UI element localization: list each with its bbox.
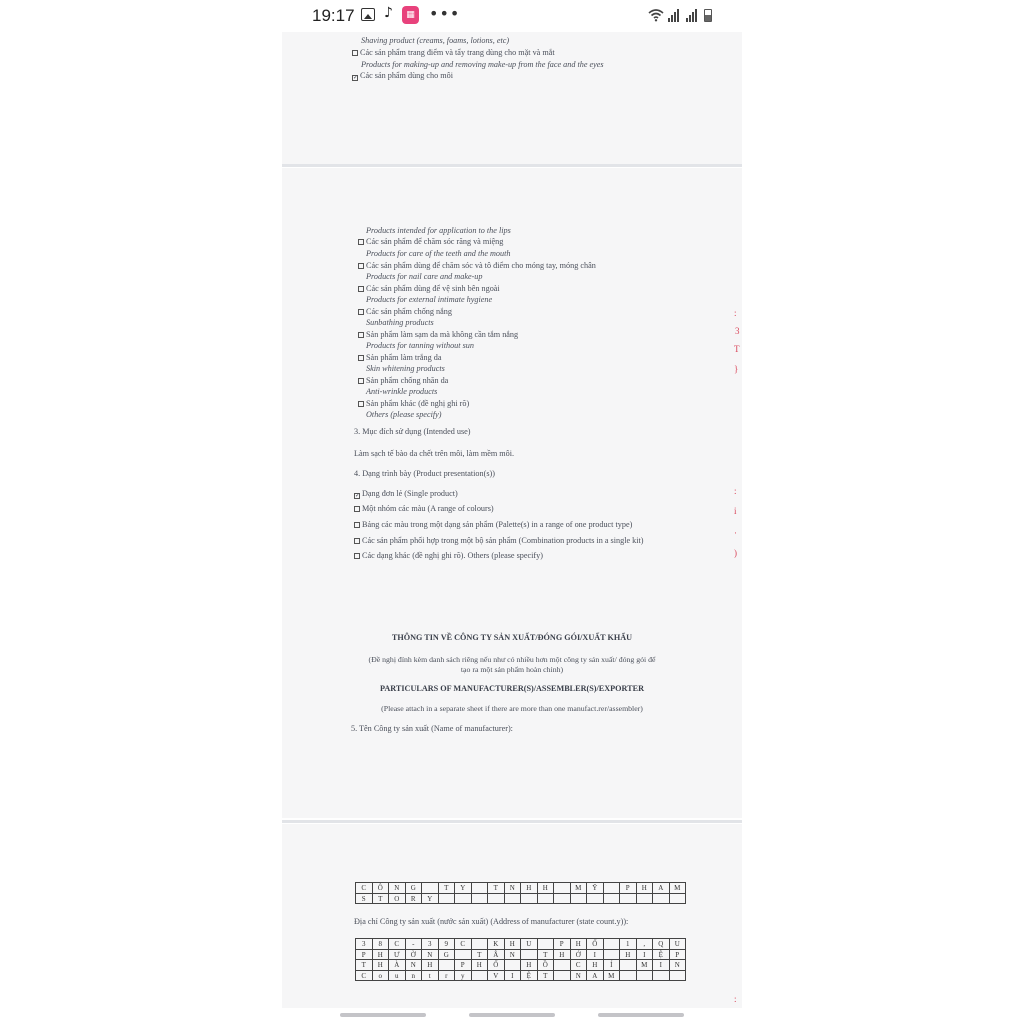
grid-cell: 1	[620, 939, 637, 950]
grid-cell: C	[356, 971, 373, 982]
grid-cell: T	[538, 950, 555, 961]
grid-cell	[637, 894, 654, 905]
checkbox-checked: ✓	[353, 74, 359, 81]
checkbox-unchecked	[358, 332, 364, 338]
text-line: Products for care of the teeth and the mouth	[366, 249, 511, 258]
grid-cell: H	[620, 950, 637, 961]
checkbox-item: Các sản phẩm dùng để vệ sinh bên ngoài	[358, 284, 500, 294]
red-stamp-mark: )	[734, 548, 737, 558]
checkbox-unchecked	[354, 553, 360, 559]
grid-cell	[521, 950, 538, 961]
grid-cell: I	[587, 950, 604, 961]
red-stamp-mark: :	[734, 994, 737, 1004]
grid-cell: V	[488, 971, 505, 982]
grid-cell	[620, 971, 637, 982]
checkbox-item: Sản phẩm làm sạm da mà không cần tắm nắng	[358, 330, 518, 340]
checkbox-item: Các sản phẩm dùng để chăm sóc và tô điểm cho móng tay, móng chân	[358, 261, 596, 271]
grid-cell: y	[455, 971, 472, 982]
signal-2-icon	[685, 9, 699, 22]
red-stamp-mark: i	[734, 506, 737, 516]
grid-cell: u	[389, 971, 406, 982]
section-title-en: PARTICULARS OF MANUFACTURER(S)/ASSEMBLER(S)/EXPORTER	[379, 684, 645, 693]
intended-use-value: Làm sạch tế bào da chết trên môi, làm mềm môi.	[354, 449, 515, 458]
checkbox-item: ✓ Các sản phẩm dùng cho môi	[353, 71, 454, 81]
checkbox-item: Các sản phẩm trang điểm và tẩy trang dùng cho mặt và mắt	[352, 48, 555, 58]
gallery-icon	[361, 8, 375, 21]
grid-cell	[472, 939, 489, 950]
text-line: Products intended for application to the lips	[366, 226, 511, 235]
grid-cell	[620, 894, 637, 905]
grid-cell	[554, 894, 571, 905]
grid-cell: G	[406, 883, 423, 894]
grid-cell: Ố	[488, 960, 505, 971]
grid-cell	[422, 883, 439, 894]
grid-cell: r	[439, 971, 456, 982]
grid-cell	[571, 894, 588, 905]
wifi-icon	[648, 8, 664, 22]
text-line: Products for making-up and removing make-up from the face and the eyes	[361, 60, 604, 69]
section-note-vn: tạo ra một sản phẩm hoàn chỉnh)	[460, 665, 564, 674]
red-stamp-mark: T	[734, 344, 740, 354]
checkbox-unchecked	[358, 401, 364, 407]
grid-cell: M	[571, 883, 588, 894]
checkbox-unchecked	[354, 506, 360, 512]
checkbox-item: Các sản phẩm phối hợp trong một bộ sản phẩm (Combination products in a single kit)	[354, 536, 644, 546]
grid-cell: H	[587, 960, 604, 971]
grid-cell: H	[554, 950, 571, 961]
grid-cell	[488, 894, 505, 905]
grid-cell: S	[356, 894, 373, 905]
grid-cell: C	[356, 883, 373, 894]
checkbox-item: Các dạng khác (đề nghị ghi rõ). Others (please specify)	[354, 551, 543, 561]
document-page-2	[282, 168, 742, 818]
grid-cell	[604, 894, 621, 905]
manufacturer-name-grid	[355, 882, 686, 904]
grid-cell: H	[373, 960, 390, 971]
signal-1-icon	[667, 9, 681, 22]
shopping-app-icon: ▦	[402, 6, 419, 24]
grid-cell: À	[389, 960, 406, 971]
grid-cell	[604, 883, 621, 894]
recent-apps-button[interactable]	[340, 1013, 426, 1017]
home-button[interactable]	[469, 1013, 555, 1017]
page-divider	[282, 164, 742, 167]
grid-cell: -	[406, 939, 423, 950]
grid-cell	[670, 894, 687, 905]
status-bar	[0, 0, 1024, 32]
grid-cell: Ớ	[571, 950, 588, 961]
grid-cell: Y	[455, 883, 472, 894]
checkbox-unchecked	[358, 286, 364, 292]
intended-use-label: 3. Mục đích sử dụng (Intended use)	[354, 427, 471, 436]
grid-cell: H	[521, 883, 538, 894]
grid-cell	[521, 894, 538, 905]
grid-cell: P	[670, 950, 687, 961]
grid-cell	[670, 971, 687, 982]
grid-cell: Y	[422, 894, 439, 905]
text-line: Products for external intimate hygiene	[366, 295, 493, 304]
grid-cell: R	[406, 894, 423, 905]
grid-cell	[455, 894, 472, 905]
grid-cell	[604, 950, 621, 961]
grid-cell: T	[373, 894, 390, 905]
grid-cell: A	[653, 883, 670, 894]
grid-cell: M	[637, 960, 654, 971]
section-note-vn: (Đề nghị đính kèm danh sách riêng nếu như có nhiều hơn một công ty sản xuất/ đóng gói để	[368, 655, 656, 664]
navigation-bar	[0, 1008, 1024, 1024]
grid-cell: n	[406, 971, 423, 982]
checkbox-item: Sản phẩm làm trắng da	[358, 353, 442, 363]
grid-cell	[653, 894, 670, 905]
grid-cell: Â	[488, 950, 505, 961]
grid-cell: H	[373, 950, 390, 961]
red-stamp-mark: ·	[734, 528, 737, 538]
checkbox-unchecked	[354, 522, 360, 528]
grid-cell: H	[422, 960, 439, 971]
checkbox-unchecked	[358, 378, 364, 384]
grid-cell: K	[488, 939, 505, 950]
grid-cell	[587, 894, 604, 905]
manufacturer-name-label: 5. Tên Công ty sản xuất (Name of manufacturer):	[351, 724, 513, 733]
grid-cell	[455, 950, 472, 961]
grid-cell: H	[521, 960, 538, 971]
grid-cell	[653, 971, 670, 982]
checkbox-unchecked	[352, 50, 358, 56]
grid-cell: I	[637, 950, 654, 961]
grid-cell: Ỹ	[587, 883, 604, 894]
grid-cell	[505, 894, 522, 905]
grid-cell	[538, 939, 555, 950]
checkbox-checked: ✓	[355, 492, 361, 499]
grid-cell: M	[670, 883, 687, 894]
grid-cell: Ờ	[406, 950, 423, 961]
grid-cell: N	[571, 971, 588, 982]
grid-cell: I	[505, 971, 522, 982]
grid-cell: U	[670, 939, 687, 950]
red-stamp-mark: }	[734, 364, 739, 374]
checkbox-unchecked	[354, 538, 360, 544]
grid-cell	[472, 971, 489, 982]
grid-cell: P	[356, 950, 373, 961]
checkbox-item: Các sản phẩm chống nắng	[358, 307, 452, 317]
grid-cell: C	[389, 939, 406, 950]
grid-cell	[439, 894, 456, 905]
grid-cell	[554, 971, 571, 982]
section-title-vn: THÔNG TIN VỀ CÔNG TY SẢN XUẤT/ĐÓNG GÓI/XUẤT KHẨU	[391, 633, 633, 642]
document-page-1	[282, 32, 742, 164]
back-button[interactable]	[598, 1013, 684, 1017]
red-stamp-mark: :	[734, 486, 737, 496]
grid-cell: G	[439, 950, 456, 961]
grid-cell	[472, 883, 489, 894]
grid-cell: O	[389, 894, 406, 905]
grid-cell: T	[356, 960, 373, 971]
grid-cell: N	[505, 950, 522, 961]
grid-cell	[637, 971, 654, 982]
checkbox-item: ✓ Dạng đơn lẻ (Single product)	[355, 489, 458, 499]
grid-cell: ,	[637, 939, 654, 950]
document-page-3	[282, 824, 742, 1008]
grid-cell	[439, 960, 456, 971]
checkbox-item: Sản phẩm chống nhăn da	[358, 376, 448, 386]
text-line: Others (please specify)	[366, 410, 442, 419]
grid-cell: N	[389, 883, 406, 894]
grid-cell	[554, 883, 571, 894]
grid-cell	[620, 960, 637, 971]
grid-cell: Q	[653, 939, 670, 950]
grid-cell: 3	[422, 939, 439, 950]
text-line: Shaving product (creams, foams, lotions, etc)	[361, 36, 510, 45]
grid-cell	[604, 939, 621, 950]
grid-cell: T	[472, 950, 489, 961]
grid-cell: T	[538, 971, 555, 982]
checkbox-item: Một nhóm các màu (A range of colours)	[354, 504, 494, 514]
grid-cell: N	[505, 883, 522, 894]
grid-cell: N	[406, 960, 423, 971]
grid-cell: Ệ	[653, 950, 670, 961]
text-line: Skin whitening products	[366, 364, 445, 373]
page-divider	[282, 820, 742, 823]
grid-cell: P	[554, 939, 571, 950]
text-line: Anti-wrinkle products	[366, 387, 438, 396]
grid-cell: U	[521, 939, 538, 950]
grid-cell: Í	[604, 960, 621, 971]
grid-cell: A	[587, 971, 604, 982]
grid-cell: I	[653, 960, 670, 971]
grid-cell: N	[422, 950, 439, 961]
grid-cell: H	[505, 939, 522, 950]
grid-cell: 8	[373, 939, 390, 950]
red-stamp-mark: 3	[735, 326, 740, 336]
address-label: Địa chỉ Công ty sản xuất (nước sản xuất) (Address of manufacturer (state count.y)):	[354, 917, 629, 926]
grid-cell: 3	[356, 939, 373, 950]
tiktok-icon: ♪	[384, 5, 393, 21]
text-line: Products for nail care and make-up	[366, 272, 483, 281]
grid-cell: N	[670, 960, 687, 971]
grid-cell: Ư	[389, 950, 406, 961]
checkbox-unchecked	[358, 309, 364, 315]
grid-cell: H	[472, 960, 489, 971]
more-dots-icon: •••	[429, 4, 461, 23]
grid-cell: H	[571, 939, 588, 950]
text-line: Products for tanning without sun	[366, 341, 474, 350]
grid-cell: Ồ	[538, 960, 555, 971]
grid-cell: P	[455, 960, 472, 971]
grid-cell: H	[538, 883, 555, 894]
grid-cell: T	[488, 883, 505, 894]
grid-cell	[505, 960, 522, 971]
checkbox-unchecked	[358, 263, 364, 269]
grid-cell	[472, 894, 489, 905]
grid-cell: t	[422, 971, 439, 982]
manufacturer-address-grid	[355, 938, 686, 981]
grid-cell: P	[620, 883, 637, 894]
grid-cell: C	[455, 939, 472, 950]
checkbox-item: Sản phẩm khác (đề nghị ghi rõ)	[358, 399, 469, 409]
grid-cell: 9	[439, 939, 456, 950]
grid-cell	[538, 894, 555, 905]
presentation-label: 4. Dạng trình bày (Product presentation(s))	[354, 469, 495, 478]
checkbox-unchecked	[358, 239, 364, 245]
grid-cell: T	[439, 883, 456, 894]
grid-cell: Ô	[373, 883, 390, 894]
battery-icon	[704, 9, 712, 22]
red-stamp-mark: :	[734, 308, 737, 318]
section-note-en: (Please attach in a separate sheet if there are more than one manufact.rer/assembler)	[381, 704, 643, 713]
grid-cell: M	[604, 971, 621, 982]
grid-cell: H	[637, 883, 654, 894]
grid-cell	[554, 960, 571, 971]
grid-cell: Ố	[587, 939, 604, 950]
status-time: 19:17	[312, 6, 355, 25]
checkbox-item: Bảng các màu trong một dạng sản phẩm (Palette(s) in a range of one product type)	[354, 520, 632, 530]
checkbox-unchecked	[358, 355, 364, 361]
grid-cell: C	[571, 960, 588, 971]
text-line: Sunbathing products	[366, 318, 434, 327]
checkbox-item: Các sản phẩm để chăm sóc răng và miệng	[358, 237, 503, 247]
grid-cell: o	[373, 971, 390, 982]
grid-cell: Ệ	[521, 971, 538, 982]
